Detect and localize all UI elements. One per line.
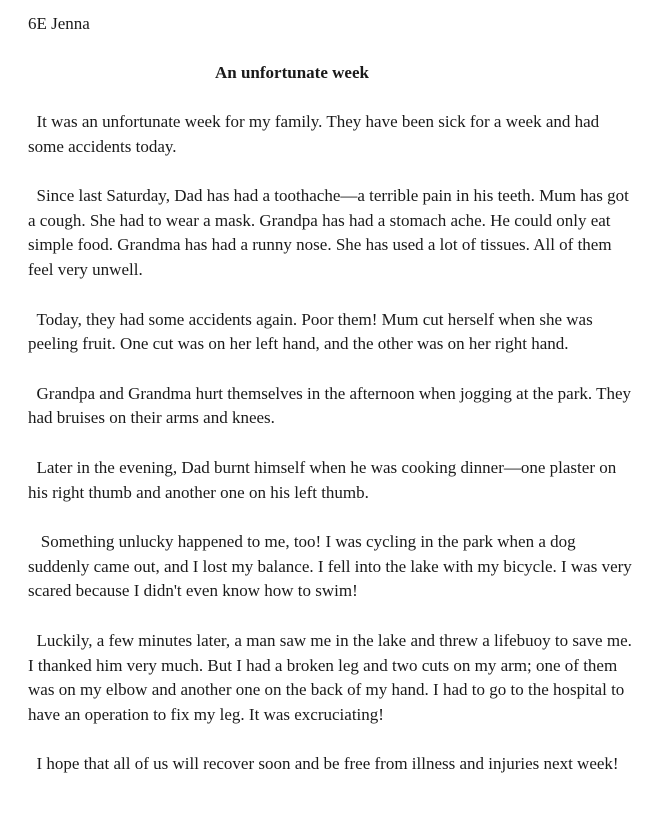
paragraph-1: It was an unfortunate week for my family. They have been sick for a week and had some accidents today. [28,112,604,156]
paragraph-6: Something unlucky happened to me, too! I was cycling in the park when a dog suddenly came out, and I lost my balance. I fell into the lake with my bicycle. I was very scared because I didn't even know how to swim! [28,532,637,601]
paragraph-3: Today, they had some accidents again. Poor them! Mum cut herself when she was peeling fruit. One cut was on her left hand, and the other was on her right hand. [28,309,597,354]
document [28,12,638,777]
paragraph-8: I hope that all of us will recover soon and be free from illness and injuries next week! [28,754,619,774]
paragraph-7: Luckily, a few minutes later, a man saw me in the lake and threw a lifebuoy to save me. I thanked him very much. But I had a broken leg and two cuts on my arm; one of them was on my elbow and another one on the back of my hand. I had to go to the hospital to have an operation to fix my leg. It was excruciating! [28,630,637,724]
paragraph-5: Later in the evening, Dad burnt himself when he was cooking dinner—one plaster on his right thumb and another one on his left thumb. [28,457,621,502]
paragraph-2: Since last Saturday, Dad has had a toothache—a terrible pain in his teeth. Mum has got a cough. She had to wear a mask. Grandpa has had a stomach ache. He could only eat simple food. Grandma has had a runny nose. She has used a lot of tissues. All of them feel very unwell. [28,186,634,279]
essay-title: An unfortunate week [215,63,369,82]
author-line: 6E Jenna [28,14,90,33]
paragraph-4: Grandpa and Grandma hurt themselves in the afternoon when jogging at the park. They had bruises on their arms and knees. [28,383,636,428]
